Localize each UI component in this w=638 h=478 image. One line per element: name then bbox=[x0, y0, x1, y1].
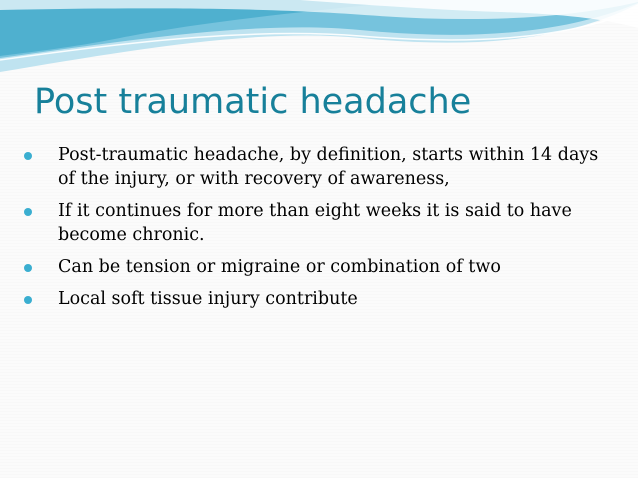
bullet-dot-icon bbox=[24, 152, 32, 160]
bullet-dot-icon bbox=[24, 296, 32, 304]
bullet-item bbox=[18, 287, 608, 311]
bullet-item bbox=[18, 255, 608, 279]
bullet-text: Local soft tissue injury contribute bbox=[58, 289, 358, 309]
bullet-dot-icon bbox=[24, 208, 32, 216]
bullet-text: Post-traumatic headache, by definition, starts within 14 days of the injury, or with recovery of awareness, bbox=[58, 145, 599, 189]
bullet-item bbox=[18, 199, 608, 247]
bullet-dot-icon bbox=[24, 264, 32, 272]
header-wave-decoration bbox=[0, 0, 638, 80]
bullet-text: Can be tension or migraine or combination of two bbox=[58, 257, 501, 277]
bullet-item bbox=[18, 143, 608, 191]
bullet-list bbox=[18, 143, 608, 319]
slide-title: Post traumatic headache bbox=[34, 82, 472, 122]
bullet-text: If it continues for more than eight weeks it is said to have become chronic. bbox=[58, 201, 572, 245]
